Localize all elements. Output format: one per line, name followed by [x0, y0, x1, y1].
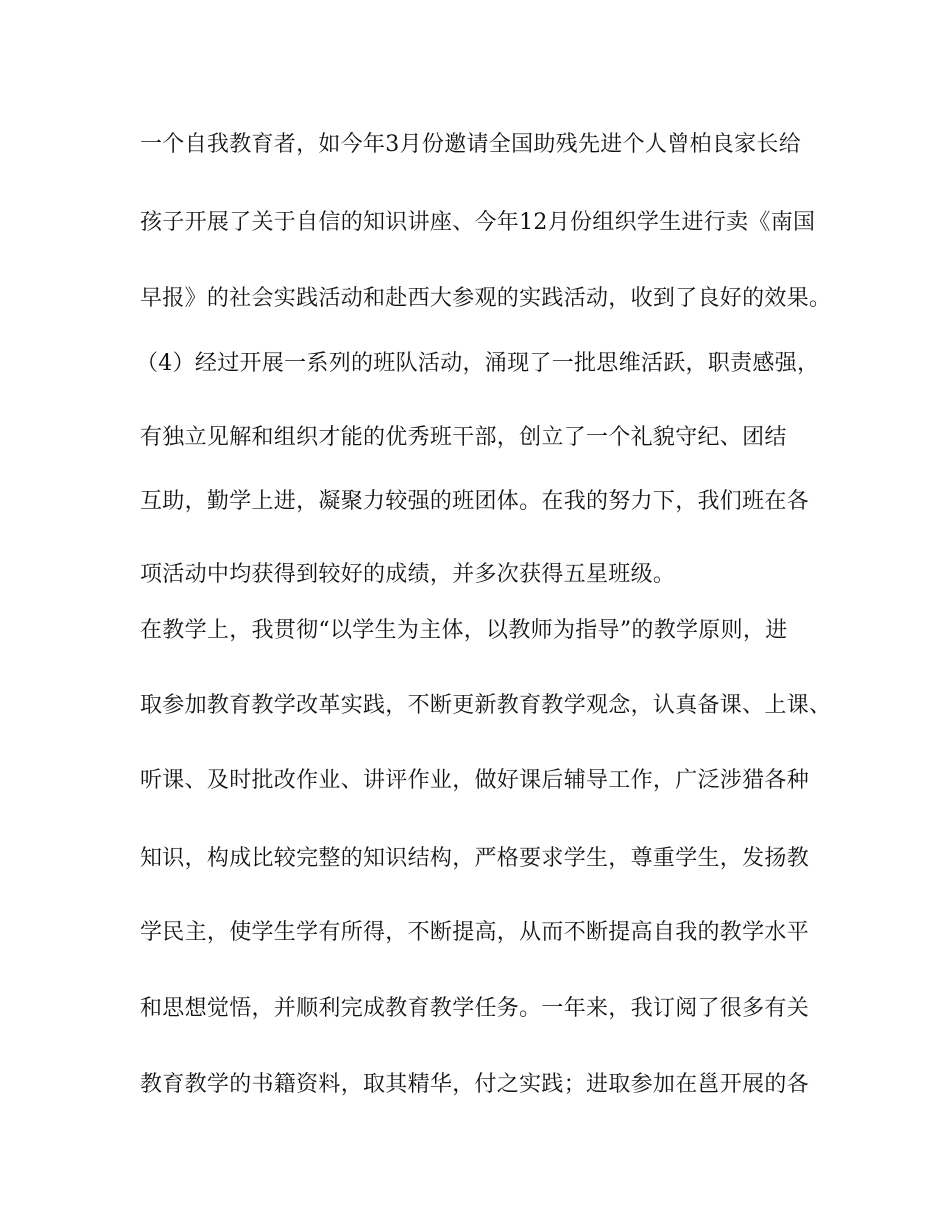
text-line: 取参加教育教学改革实践，不断更新教育教学观念，认真备课、上课、 [140, 693, 832, 718]
text-line: 教育教学的书籍资料，取其精华，付之实践；进取参加在邕开展的各 [140, 1072, 810, 1097]
text-line: 一个自我教育者，如今年3月份邀请全国助残先进个人曾柏良家长给 [140, 132, 801, 157]
text-line: 在教学上，我贯彻“以学生为主体，以教师为指导”的教学原则，进 [140, 618, 788, 643]
text-line: 早报》的社会实践活动和赴西大参观的实践活动，收到了良好的效果。 [140, 286, 832, 311]
text-line: 互助，勤学上进，凝聚力较强的班团体。在我的努力下，我们班在各 [140, 489, 810, 514]
text-line: 学民主，使学生学有所得，不断提高，从而不断提高自我的教学水平 [140, 920, 810, 945]
text-line: （4）经过开展一系列的班队活动，涌现了一批思维活跃，职责感强， [136, 351, 820, 376]
text-line: 项活动中均获得到较好的成绩，并多次获得五星班级。 [140, 562, 676, 587]
text-line: 知识，构成比较完整的知识结构，严格要求学生，尊重学生，发扬教 [140, 846, 810, 871]
text-line: 听课、及时批改作业、讲评作业，做好课后辅导工作，广泛涉猎各种 [140, 768, 810, 793]
text-line: 和思想觉悟，并顺利完成教育教学任务。一年来，我订阅了很多有关 [140, 996, 810, 1021]
text-line: 有独立见解和组织才能的优秀班干部，创立了一个礼貌守纪、团结 [140, 425, 787, 450]
text-line: 孩子开展了关于自信的知识讲座、今年12月份组织学生进行卖《南国 [140, 210, 816, 235]
